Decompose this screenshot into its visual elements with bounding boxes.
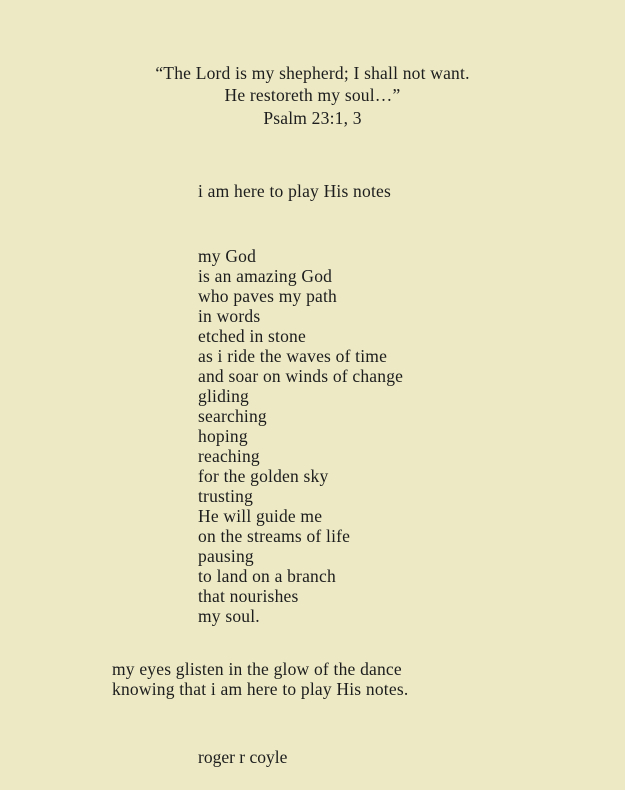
poem-opening-line: i am here to play His notes: [198, 181, 391, 201]
poem-line: searching: [198, 406, 267, 426]
poem-line: my God: [198, 246, 257, 266]
poem-line: etched in stone: [198, 326, 306, 346]
author-signature-block: [0, 699, 625, 767]
poem-line: in words: [198, 306, 261, 326]
poem-line: for the golden sky: [198, 466, 329, 486]
author-signature: roger r coyle: [198, 747, 288, 767]
poem-line: gliding: [198, 386, 249, 406]
poem-opening-line-block: [0, 129, 625, 201]
poem-line: reaching: [198, 446, 260, 466]
poem-line: He will guide me: [198, 506, 323, 526]
epigraph-line-1: “The Lord is my shepherd; I shall not want.: [155, 63, 470, 83]
poem-line: who paves my path: [198, 286, 337, 306]
poem-closing-stanza: [0, 626, 625, 699]
poem-line: trusting: [198, 486, 254, 506]
epigraph-line-2: He restoreth my soul…”: [224, 85, 401, 105]
poem-line: to land on a branch: [198, 566, 336, 586]
poem-line: is an amazing God: [198, 266, 333, 286]
poem-line: hoping: [198, 426, 248, 446]
poem-line: that nourishes: [198, 586, 299, 606]
poem-line: and soar on winds of change: [198, 366, 404, 386]
poem-line: as i ride the waves of time: [198, 346, 388, 366]
epigraph-reference: Psalm 23:1, 3: [263, 108, 362, 128]
poem-line: on the streams of life: [198, 526, 351, 546]
poem-line: my soul.: [198, 606, 260, 626]
poem-main-stanza: [0, 201, 625, 626]
poem-line: pausing: [198, 546, 254, 566]
poem-line: my eyes glisten in the glow of the dance: [112, 659, 402, 679]
poem-line: knowing that i am here to play His notes.: [112, 679, 409, 699]
epigraph-block: [0, 0, 625, 129]
